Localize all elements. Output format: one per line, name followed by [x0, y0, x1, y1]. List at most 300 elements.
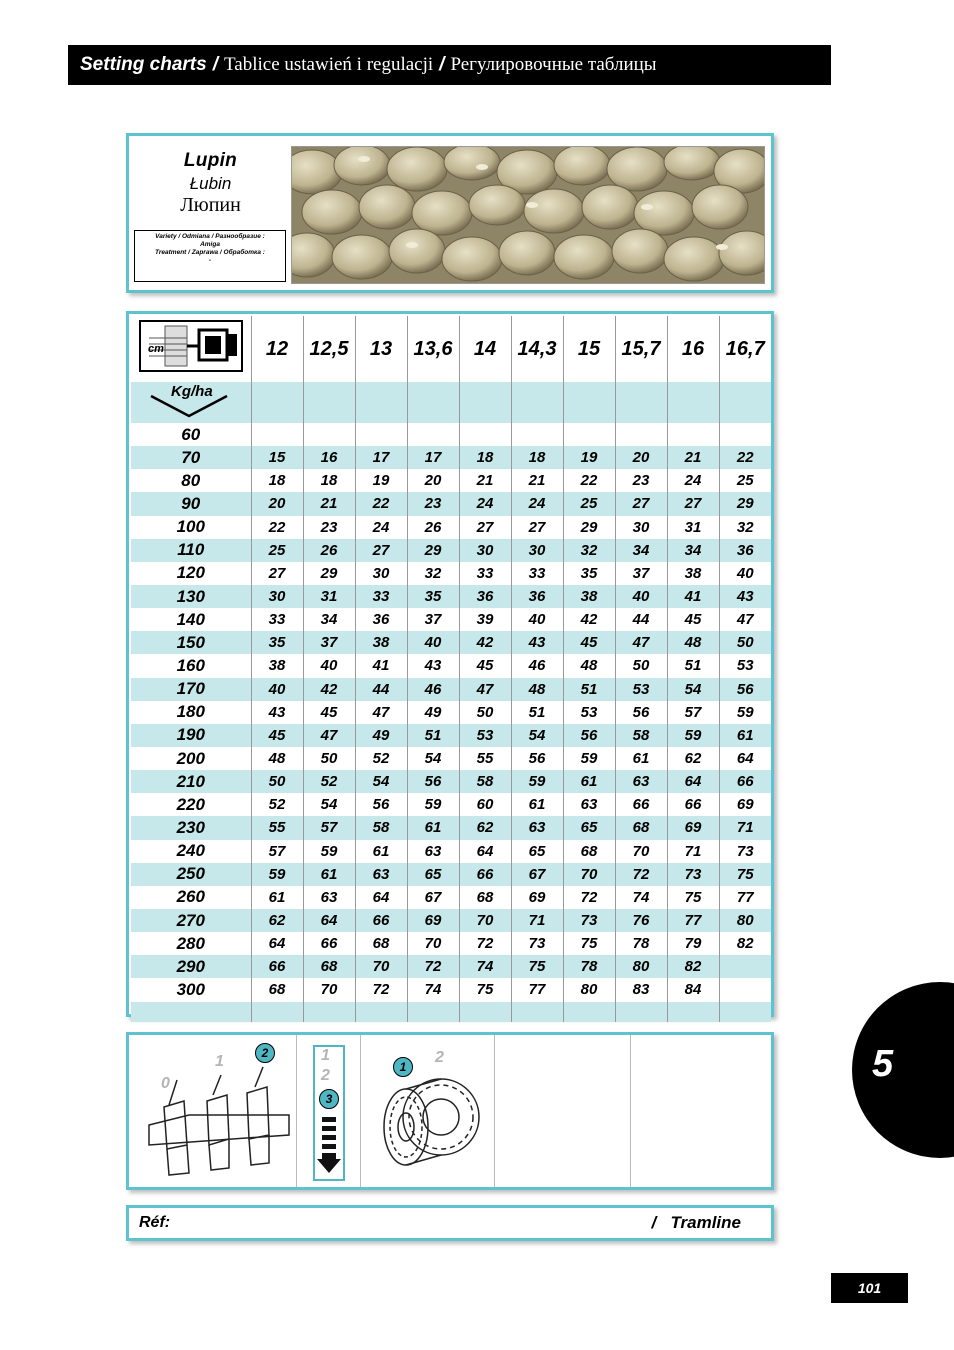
rate-cell: 70 — [131, 446, 251, 469]
blank-cell — [511, 1002, 563, 1022]
setting-cell: 78 — [615, 932, 667, 955]
table-row — [131, 770, 771, 793]
setting-cell — [251, 423, 303, 446]
setting-cell: 57 — [303, 816, 355, 839]
setting-cell: 32 — [407, 562, 459, 585]
ref-label: Réf: — [139, 1214, 171, 1231]
setting-cell: 17 — [407, 446, 459, 469]
setting-cell: 42 — [459, 631, 511, 654]
setting-cell: 52 — [303, 770, 355, 793]
crop-name-en: Lupin — [183, 150, 238, 171]
column-header: 15,7 — [615, 316, 667, 382]
setting-cell: 55 — [251, 816, 303, 839]
setting-cell: 29 — [407, 539, 459, 562]
setting-cell: 52 — [355, 747, 407, 770]
lever-position-label: 1 — [215, 1053, 224, 1070]
setting-cell: 73 — [667, 863, 719, 886]
setting-cell: 60 — [459, 793, 511, 816]
rate-cell: 130 — [131, 585, 251, 608]
gear-position-label: 2 — [435, 1049, 444, 1066]
setting-cell: 63 — [511, 816, 563, 839]
setting-cell: 73 — [563, 909, 615, 932]
setting-cell: 66 — [667, 793, 719, 816]
setting-cell: 51 — [563, 678, 615, 701]
setting-cell: 25 — [563, 492, 615, 515]
column-header: 12 — [251, 316, 303, 382]
gear-selected-badge: 1 — [393, 1057, 413, 1077]
setting-cell: 48 — [563, 654, 615, 677]
header-title-ru: Регулировочные таблицы — [450, 54, 657, 75]
setting-cell: 65 — [407, 863, 459, 886]
column-header: 16 — [667, 316, 719, 382]
setting-cell: 30 — [615, 516, 667, 539]
setting-cell: 21 — [459, 469, 511, 492]
setting-cell: 56 — [511, 747, 563, 770]
setting-cell: 20 — [251, 492, 303, 515]
setting-cell: 61 — [719, 724, 771, 747]
table-row — [131, 840, 771, 863]
setting-cell: 22 — [251, 516, 303, 539]
tramline-label — [652, 1213, 741, 1233]
setting-cell: 27 — [459, 516, 511, 539]
rate-cell: 180 — [176, 702, 205, 722]
setting-cell: 75 — [563, 932, 615, 955]
setting-cell: 68 — [251, 978, 303, 1001]
setting-cell: 24 — [355, 516, 407, 539]
rate-cell: 110 — [131, 539, 251, 562]
setting-cell: 30 — [459, 539, 511, 562]
setting-cell: 70 — [355, 955, 407, 978]
setting-cell: 25 — [719, 469, 771, 492]
table-row — [131, 562, 771, 585]
setting-cell: 47 — [303, 724, 355, 747]
setting-cell: 72 — [563, 886, 615, 909]
setting-cell: 63 — [407, 840, 459, 863]
setting-cell: 18 — [459, 446, 511, 469]
setting-cell: 47 — [355, 701, 407, 724]
setting-cell: 51 — [667, 654, 719, 677]
setting-cell: 57 — [667, 701, 719, 724]
setting-cell: 50 — [303, 747, 355, 770]
setting-cell: 34 — [615, 539, 667, 562]
gauge-position-label: 1 — [321, 1047, 330, 1064]
setting-cell: 40 — [511, 608, 563, 631]
setting-cell: 41 — [355, 654, 407, 677]
setting-cell: 50 — [459, 701, 511, 724]
setting-cell: 35 — [407, 585, 459, 608]
column-header: 16,7 — [719, 316, 771, 382]
setting-cell: 70 — [459, 909, 511, 932]
setting-cell: 32 — [563, 539, 615, 562]
setting-cell — [563, 423, 615, 446]
setting-cell: 37 — [615, 562, 667, 585]
setting-cell: 36 — [459, 585, 511, 608]
setting-cell: 66 — [719, 770, 771, 793]
blank-cell — [563, 382, 615, 423]
tramline-separator: / — [651, 1213, 657, 1232]
rate-cell: 240 — [176, 841, 205, 861]
setting-cell: 22 — [719, 446, 771, 469]
setting-cell: 38 — [563, 585, 615, 608]
seed-drill-icon — [139, 320, 243, 372]
lever-diagram-icon — [129, 1035, 297, 1187]
setting-cell: 63 — [563, 793, 615, 816]
setting-cell: 65 — [511, 840, 563, 863]
setting-cell: 22 — [563, 469, 615, 492]
rate-cell: 220 — [176, 794, 205, 814]
lever-position-label: 0 — [161, 1075, 170, 1092]
setting-cell: 27 — [615, 492, 667, 515]
setting-cell: 46 — [407, 678, 459, 701]
section-number: 5 — [872, 1043, 894, 1085]
table-row — [131, 701, 771, 724]
setting-cell: 56 — [407, 770, 459, 793]
table-row — [131, 724, 771, 747]
setting-cell: 40 — [251, 678, 303, 701]
setting-cell: 31 — [667, 516, 719, 539]
setting-cell: 45 — [303, 701, 355, 724]
setting-cell: 25 — [251, 539, 303, 562]
setting-cell: 80 — [615, 955, 667, 978]
setting-cell: 40 — [407, 631, 459, 654]
gauge-selected-badge: 3 — [319, 1089, 339, 1109]
setting-cell: 44 — [355, 678, 407, 701]
setting-cell: 61 — [563, 770, 615, 793]
setting-cell: 82 — [667, 955, 719, 978]
setting-cell: 54 — [407, 747, 459, 770]
blank-cell — [667, 382, 719, 423]
setting-cell: 66 — [355, 909, 407, 932]
rate-cell: 290 — [131, 955, 251, 978]
setting-cell: 48 — [667, 631, 719, 654]
section-tab — [852, 982, 954, 1158]
setting-cell: 62 — [459, 816, 511, 839]
setting-cell: 45 — [251, 724, 303, 747]
setting-cell: 24 — [459, 492, 511, 515]
setting-cell: 68 — [615, 816, 667, 839]
setting-cell: 66 — [615, 793, 667, 816]
setting-cell: 50 — [251, 770, 303, 793]
setting-cell: 26 — [407, 516, 459, 539]
blank-cell — [407, 382, 459, 423]
setting-cell: 58 — [355, 816, 407, 839]
setting-cell: 64 — [355, 886, 407, 909]
setting-cell — [719, 978, 771, 1001]
rate-cell: 140 — [176, 609, 205, 629]
setting-cell: 29 — [563, 516, 615, 539]
setting-cell: 76 — [615, 909, 667, 932]
table-row — [131, 909, 771, 932]
setting-cell: 49 — [407, 701, 459, 724]
column-header: 13,6 — [407, 316, 459, 382]
setting-cell: 59 — [303, 840, 355, 863]
gear-setting — [361, 1035, 495, 1187]
setting-cell: 75 — [511, 955, 563, 978]
gauge-position-label: 2 — [321, 1067, 330, 1084]
crop-names — [134, 142, 287, 217]
rate-cell: 90 — [131, 492, 251, 515]
table-row — [131, 423, 771, 446]
blank-cell — [303, 1002, 355, 1022]
setting-cell: 54 — [511, 724, 563, 747]
table-row — [131, 585, 771, 608]
setting-cell: 35 — [563, 562, 615, 585]
crop-panel — [126, 133, 774, 293]
setting-cell — [355, 423, 407, 446]
setting-cell: 54 — [303, 793, 355, 816]
setting-cell: 33 — [511, 562, 563, 585]
blank-cell — [719, 382, 771, 423]
treatment-value: - — [208, 257, 212, 264]
setting-cell: 64 — [459, 840, 511, 863]
crop-name-pl: Łubin — [189, 174, 232, 193]
setting-cell: 52 — [251, 793, 303, 816]
setting-cell: 53 — [459, 724, 511, 747]
setting-cell: 57 — [251, 840, 303, 863]
setting-cell: 79 — [667, 932, 719, 955]
blank-cell — [355, 1002, 407, 1022]
setting-cell: 18 — [511, 446, 563, 469]
setting-cell: 65 — [563, 816, 615, 839]
setting-cell: 70 — [407, 932, 459, 955]
rate-cell: 60 — [181, 424, 201, 444]
blank-cell — [303, 382, 355, 423]
setting-cell: 55 — [459, 747, 511, 770]
header-title-en: Setting charts — [80, 54, 207, 75]
header-separator: / — [439, 54, 445, 75]
blank-cell — [615, 1002, 667, 1022]
lupin-seeds-photo — [291, 146, 765, 284]
blank-cell — [511, 382, 563, 423]
arrow-down-icon — [297, 1035, 361, 1187]
blank-cell — [131, 1002, 251, 1022]
gear-diagram-icon — [361, 1035, 495, 1187]
setting-cell: 71 — [511, 909, 563, 932]
setting-cell: 34 — [667, 539, 719, 562]
setting-cell: 61 — [251, 886, 303, 909]
setting-cell: 45 — [667, 608, 719, 631]
column-header: 15 — [563, 316, 615, 382]
setting-cell: 48 — [251, 747, 303, 770]
column-header: 14 — [459, 316, 511, 382]
variety-value: Amiga — [200, 241, 220, 248]
setting-cell: 74 — [615, 886, 667, 909]
setting-cell: 68 — [563, 840, 615, 863]
column-header: 14,3 — [511, 316, 563, 382]
empty-setting-cell — [631, 1035, 771, 1187]
rate-cell: 230 — [131, 816, 251, 839]
setting-cell: 72 — [407, 955, 459, 978]
setting-cell: 80 — [719, 909, 771, 932]
setting-cell: 47 — [615, 631, 667, 654]
blank-cell — [563, 1002, 615, 1022]
table-row — [131, 492, 771, 515]
setting-cell: 21 — [511, 469, 563, 492]
setting-cell: 64 — [251, 932, 303, 955]
rate-cell: 300 — [176, 979, 205, 999]
setting-cell: 74 — [459, 955, 511, 978]
table-row — [131, 516, 771, 539]
rate-cell: 200 — [176, 748, 205, 768]
blank-cell — [667, 1002, 719, 1022]
setting-cell: 77 — [719, 886, 771, 909]
setting-cell: 18 — [303, 469, 355, 492]
table-row — [131, 863, 771, 886]
kgha-arrow-icon — [133, 382, 249, 418]
setting-cell: 19 — [563, 446, 615, 469]
setting-cell: 59 — [563, 747, 615, 770]
setting-cell: 61 — [615, 747, 667, 770]
setting-cell: 83 — [615, 978, 667, 1001]
blank-cell — [459, 1002, 511, 1022]
setting-cell: 47 — [719, 608, 771, 631]
setting-cell: 39 — [459, 608, 511, 631]
settings-panel — [126, 1032, 774, 1190]
setting-cell: 77 — [511, 978, 563, 1001]
rate-cell: 150 — [131, 631, 251, 654]
setting-cell: 50 — [719, 631, 771, 654]
setting-cell: 21 — [667, 446, 719, 469]
setting-cell: 48 — [511, 678, 563, 701]
setting-cell: 29 — [303, 562, 355, 585]
page-header — [68, 45, 831, 85]
setting-cell: 59 — [407, 793, 459, 816]
blank-cell — [355, 382, 407, 423]
setting-cell: 59 — [719, 701, 771, 724]
setting-cell: 77 — [667, 909, 719, 932]
setting-cell: 56 — [719, 678, 771, 701]
setting-cell: 21 — [303, 492, 355, 515]
page-number: 101 — [831, 1273, 908, 1303]
setting-cell: 74 — [407, 978, 459, 1001]
setting-cell: 68 — [303, 955, 355, 978]
setting-cell — [719, 955, 771, 978]
setting-cell: 61 — [511, 793, 563, 816]
setting-cell: 50 — [615, 654, 667, 677]
setting-cell: 80 — [563, 978, 615, 1001]
rate-cell: 120 — [176, 563, 205, 583]
setting-cell: 40 — [615, 585, 667, 608]
setting-cell: 64 — [667, 770, 719, 793]
setting-cell: 38 — [667, 562, 719, 585]
setting-cell: 22 — [355, 492, 407, 515]
header-separator: / — [212, 54, 218, 75]
setting-cell: 73 — [511, 932, 563, 955]
setting-cell: 70 — [563, 863, 615, 886]
setting-cell: 33 — [251, 608, 303, 631]
setting-cell: 58 — [615, 724, 667, 747]
setting-cell: 42 — [563, 608, 615, 631]
rate-cell: 160 — [176, 655, 205, 675]
unit-label-cell — [131, 382, 251, 423]
setting-cell: 35 — [251, 631, 303, 654]
setting-cell: 58 — [459, 770, 511, 793]
gauge-setting — [297, 1035, 361, 1187]
blank-cell — [251, 1002, 303, 1022]
setting-cell: 19 — [355, 469, 407, 492]
setting-cell: 66 — [251, 955, 303, 978]
rate-cell: 260 — [176, 887, 205, 907]
setting-cell: 68 — [355, 932, 407, 955]
setting-cell: 51 — [407, 724, 459, 747]
setting-cell: 24 — [667, 469, 719, 492]
tramline-text: Tramline — [670, 1213, 741, 1232]
rate-cell: 250 — [131, 863, 251, 886]
setting-cell: 56 — [355, 793, 407, 816]
setting-cell: 26 — [303, 539, 355, 562]
variety-label: Variety / Odmiana / Разнообразие : — [155, 233, 265, 240]
setting-cell: 63 — [355, 863, 407, 886]
variety-box — [134, 230, 286, 282]
table-row — [131, 793, 771, 816]
table-row — [131, 469, 771, 492]
blank-cell — [251, 382, 303, 423]
reference-panel — [126, 1205, 774, 1241]
rate-cell: 100 — [176, 517, 205, 537]
setting-cell: 34 — [303, 608, 355, 631]
setting-cell: 59 — [667, 724, 719, 747]
setting-cell: 24 — [511, 492, 563, 515]
setting-cell: 29 — [719, 492, 771, 515]
setting-cell: 43 — [511, 631, 563, 654]
rate-table — [131, 316, 771, 1022]
setting-cell: 43 — [251, 701, 303, 724]
setting-cell: 40 — [303, 654, 355, 677]
setting-cell: 70 — [615, 840, 667, 863]
rate-cell: 280 — [176, 933, 205, 953]
setting-cell: 23 — [407, 492, 459, 515]
setting-cell: 41 — [667, 585, 719, 608]
setting-cell: 45 — [459, 654, 511, 677]
setting-cell: 43 — [719, 585, 771, 608]
header-title-pl: Tablice ustawień i regulacji — [223, 54, 434, 75]
setting-cell: 51 — [511, 701, 563, 724]
setting-cell: 23 — [303, 516, 355, 539]
setting-cell: 62 — [667, 747, 719, 770]
unit-label: Kg/ha — [170, 383, 213, 400]
setting-cell: 54 — [667, 678, 719, 701]
setting-cell: 69 — [667, 816, 719, 839]
table-row — [131, 631, 771, 654]
setting-cell — [719, 423, 771, 446]
crop-name-ru: Люпин — [180, 194, 241, 216]
setting-cell: 68 — [459, 886, 511, 909]
rate-cell: 190 — [131, 724, 251, 747]
setting-cell: 27 — [511, 516, 563, 539]
rate-cell: 80 — [181, 470, 201, 490]
setting-cell: 82 — [719, 932, 771, 955]
setting-cell: 71 — [667, 840, 719, 863]
setting-cell: 69 — [719, 793, 771, 816]
setting-cell — [511, 423, 563, 446]
lever-selected-badge: 2 — [255, 1043, 275, 1063]
setting-cell: 61 — [355, 840, 407, 863]
setting-cell: 61 — [407, 816, 459, 839]
table-row — [131, 539, 771, 562]
setting-cell: 44 — [615, 608, 667, 631]
setting-cell — [615, 423, 667, 446]
empty-setting-cell — [495, 1035, 631, 1187]
table-row — [131, 654, 771, 677]
setting-cell: 40 — [719, 562, 771, 585]
setting-cell: 66 — [303, 932, 355, 955]
table-row — [131, 747, 771, 770]
setting-cell — [667, 423, 719, 446]
table-row — [131, 608, 771, 631]
setting-cell: 72 — [355, 978, 407, 1001]
setting-cell: 38 — [355, 631, 407, 654]
setting-cell: 27 — [355, 539, 407, 562]
